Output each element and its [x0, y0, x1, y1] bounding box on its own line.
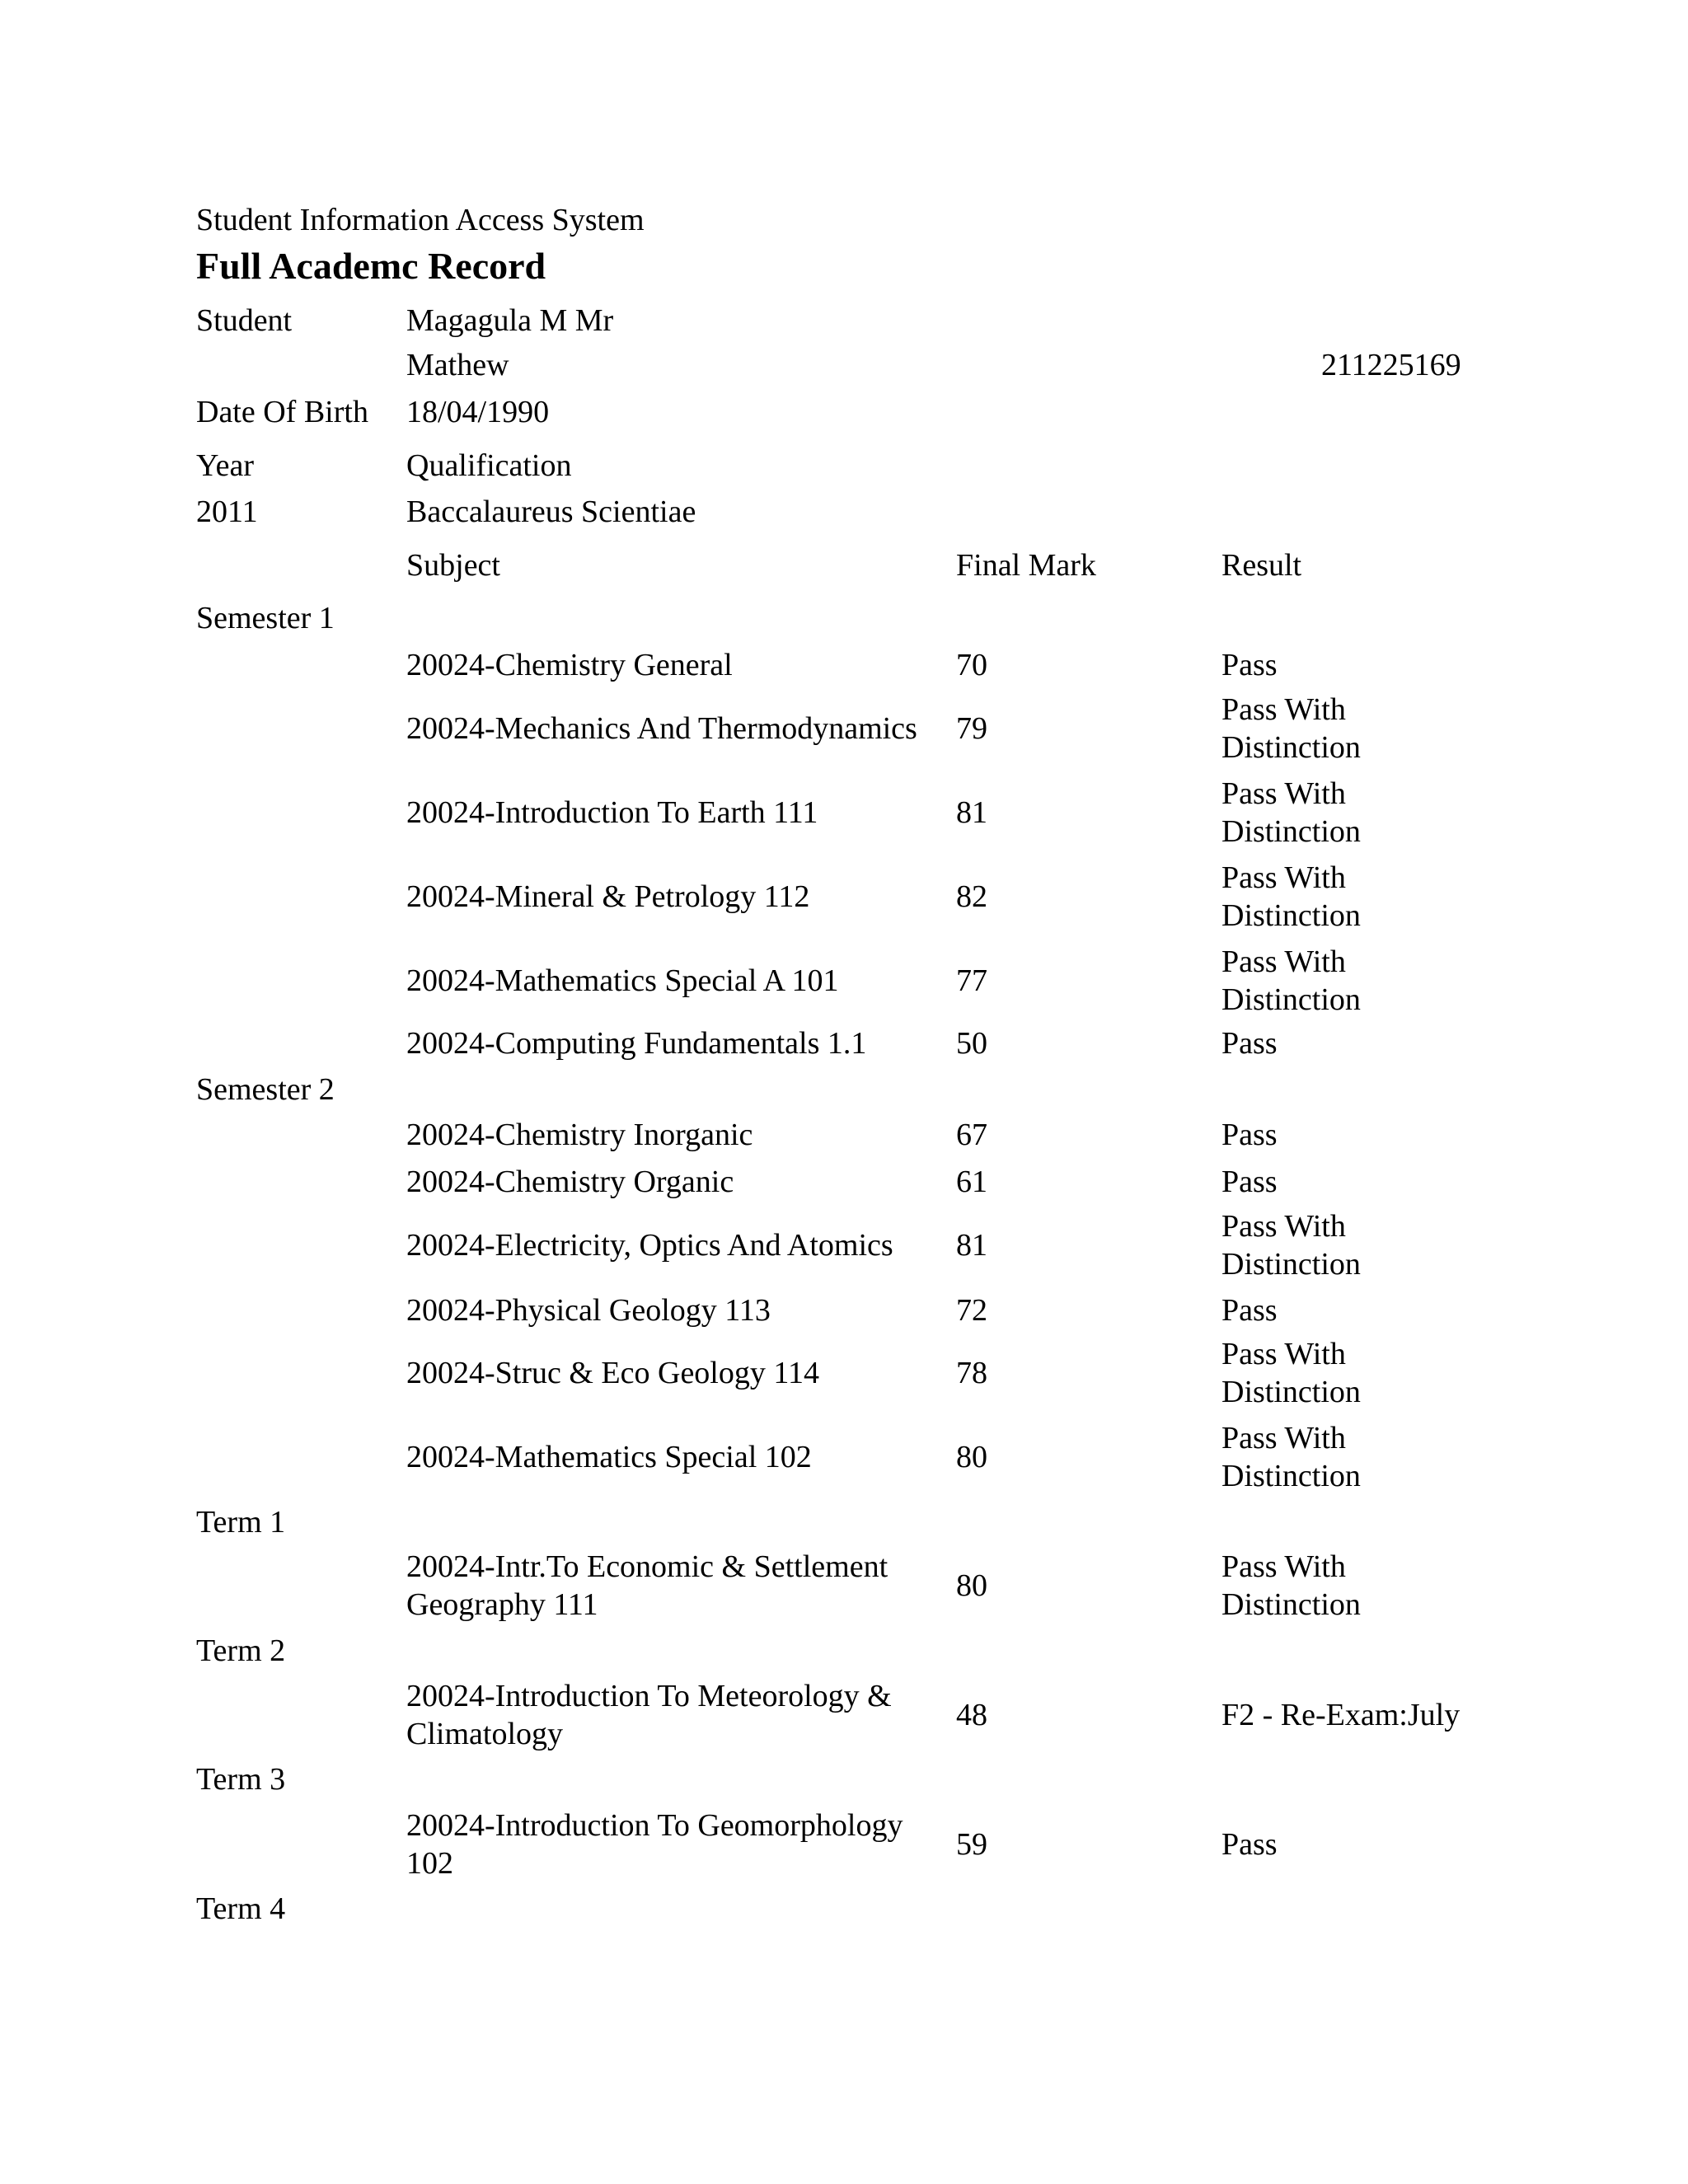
final-mark: 72 — [956, 1293, 987, 1328]
subject-name: 20024-Electricity, Optics And Atomics — [406, 1228, 893, 1263]
result-text: Pass With Distinction — [1221, 1421, 1361, 1493]
result-text: Pass With Distinction — [1221, 1209, 1361, 1282]
final-mark: 78 — [956, 1356, 987, 1390]
result-text: Pass — [1221, 1026, 1278, 1061]
subject-name: 20024-Mechanics And Thermodynamics — [406, 711, 917, 746]
period-label-semester-1: Semester 1 — [196, 601, 335, 635]
subject-name: 20024-Struc & Eco Geology 114 — [406, 1356, 819, 1390]
result-text: Pass — [1221, 1118, 1278, 1152]
subject-name: 20024-Computing Fundamentals 1.1 — [406, 1026, 867, 1061]
student-name-line1: Magagula M Mr — [406, 303, 614, 338]
result-text: Pass — [1221, 1293, 1278, 1328]
subject-name: 20024-Chemistry Inorganic — [406, 1118, 753, 1152]
result-text: Pass With Distinction — [1221, 776, 1361, 849]
subject-column-header: Subject — [406, 548, 500, 583]
subject-name: 20024-Mathematics Special A 101 — [406, 963, 839, 998]
period-label-term-3: Term 3 — [196, 1762, 286, 1797]
result-text: F2 - Re-Exam:July — [1221, 1698, 1461, 1732]
subject-name: 20024-Mathematics Special 102 — [406, 1440, 812, 1474]
student-number: 211225169 — [1321, 348, 1461, 382]
final-mark: 77 — [956, 963, 987, 998]
result-text: Pass With Distinction — [1221, 1337, 1361, 1409]
result-text: Pass — [1221, 1165, 1278, 1199]
qualification-label: Qualification — [406, 448, 572, 483]
final-mark: 80 — [956, 1440, 987, 1474]
result-text: Pass — [1221, 1827, 1278, 1862]
subject-name: 20024-Introduction To Earth 111 — [406, 795, 818, 830]
period-label-semester-2: Semester 2 — [196, 1072, 335, 1107]
qualification-name: Baccalaureus Scientiae — [406, 494, 696, 529]
final-mark: 50 — [956, 1026, 987, 1061]
final-mark: 61 — [956, 1165, 987, 1199]
final-mark: 48 — [956, 1698, 987, 1732]
student-label: Student — [196, 303, 293, 338]
result-text: Pass — [1221, 648, 1278, 682]
result-text: Pass With Distinction — [1221, 860, 1361, 933]
final-mark-column-header: Final Mark — [956, 548, 1096, 583]
period-label-term-4: Term 4 — [196, 1891, 286, 1926]
subject-name: 20024-Introduction To Geomorphology 102 — [406, 1808, 903, 1881]
year-label: Year — [196, 448, 255, 483]
final-mark: 70 — [956, 648, 987, 682]
final-mark: 82 — [956, 879, 987, 914]
result-text: Pass With Distinction — [1221, 944, 1361, 1017]
subject-name: 20024-Chemistry Organic — [406, 1165, 734, 1199]
final-mark: 81 — [956, 795, 987, 830]
year-value: 2011 — [196, 494, 258, 529]
document-title: Full Academc Record — [196, 245, 546, 287]
final-mark: 81 — [956, 1228, 987, 1263]
final-mark: 80 — [956, 1568, 987, 1603]
result-text: Pass With Distinction — [1221, 1549, 1361, 1622]
student-name-line2: Mathew — [406, 348, 509, 382]
system-name: Student Information Access System — [196, 203, 645, 237]
subject-name: 20024-Introduction To Meteorology & Climatology — [406, 1679, 892, 1751]
dob-label: Date Of Birth — [196, 395, 368, 429]
final-mark: 79 — [956, 711, 987, 746]
result-column-header: Result — [1221, 548, 1302, 583]
final-mark: 67 — [956, 1118, 987, 1152]
dob-value: 18/04/1990 — [406, 395, 550, 429]
subject-name: 20024-Mineral & Petrology 112 — [406, 879, 810, 914]
subject-name: 20024-Physical Geology 113 — [406, 1293, 771, 1328]
subject-name: 20024-Intr.To Economic & Settlement Geography 111 — [406, 1549, 889, 1622]
result-text: Pass With Distinction — [1221, 692, 1361, 765]
period-label-term-1: Term 1 — [196, 1505, 286, 1540]
final-mark: 59 — [956, 1827, 987, 1862]
subject-name: 20024-Chemistry General — [406, 648, 733, 682]
period-label-term-2: Term 2 — [196, 1633, 286, 1668]
